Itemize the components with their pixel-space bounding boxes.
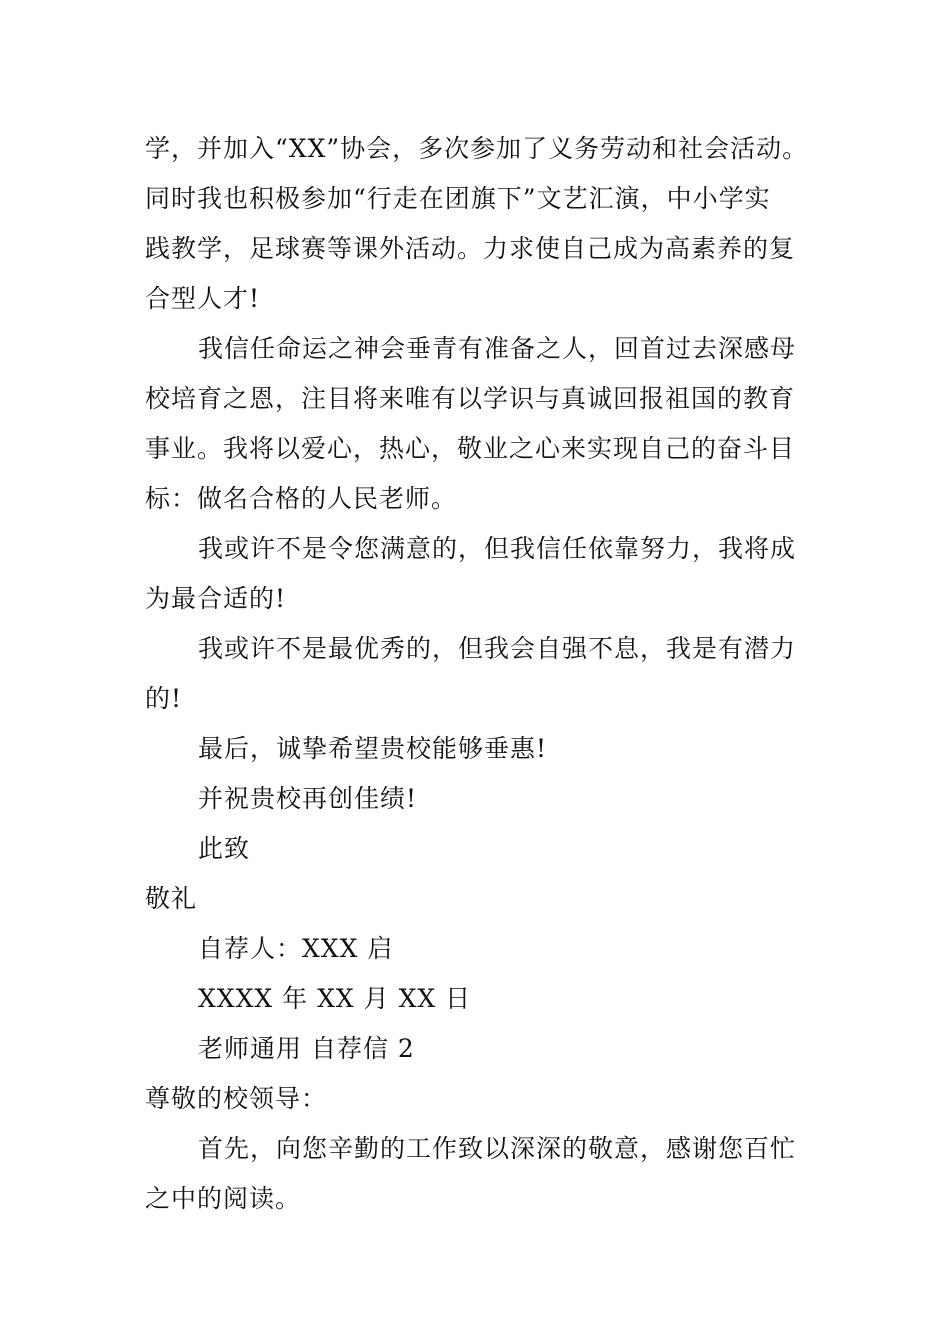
text-line: 首先，向您辛勤的工作致以深深的敬意，感谢您百忙 <box>198 1134 797 1163</box>
greeting: 尊敬的校领导： <box>145 1084 328 1113</box>
text-line: 我信任命运之神会垂青有准备之人，回首过去深感母 <box>198 334 797 363</box>
salutation-respect: 敬礼 <box>145 884 198 913</box>
text-line: 我或许不是最优秀的，但我会自强不息，我是有潜力 <box>198 634 797 663</box>
closing-blessing: 并祝贵校再创佳绩! <box>198 784 418 813</box>
text-line: 的! <box>145 684 183 713</box>
text-line: 标：做名合格的人民老师。 <box>145 484 458 513</box>
text-line: 合型人才! <box>145 284 261 313</box>
signature: 自荐人：XXX 启 <box>198 934 394 963</box>
letter-body <box>145 124 835 1224</box>
text-line: 我或许不是令您满意的，但我信任依靠努力，我将成 <box>198 534 797 563</box>
text-line: 为最合适的! <box>145 584 287 613</box>
text-line: 事业。我将以爱心，热心，敬业之心来实现自己的奋斗目 <box>145 434 796 463</box>
text-line: 学，并加入“XX”协会，多次参加了义务劳动和社会活动。 <box>145 134 809 163</box>
section-heading: 老师通用 自荐信 2 <box>198 1034 415 1063</box>
text-line: 同时我也积极参加“行走在团旗下”文艺汇演，中小学实 <box>145 184 771 213</box>
text-line: 之中的阅读。 <box>145 1184 302 1213</box>
text-line: 践教学，足球赛等课外活动。力求使自己成为高素养的复 <box>145 234 796 263</box>
text-line: 校培育之恩，注目将来唯有以学识与真诚回报祖国的教育 <box>145 384 796 413</box>
salutation-close: 此致 <box>198 834 251 863</box>
closing-wish: 最后，诚挚希望贵校能够垂惠! <box>198 734 548 763</box>
date-line: XXXX 年 XX 月 XX 日 <box>198 984 472 1013</box>
